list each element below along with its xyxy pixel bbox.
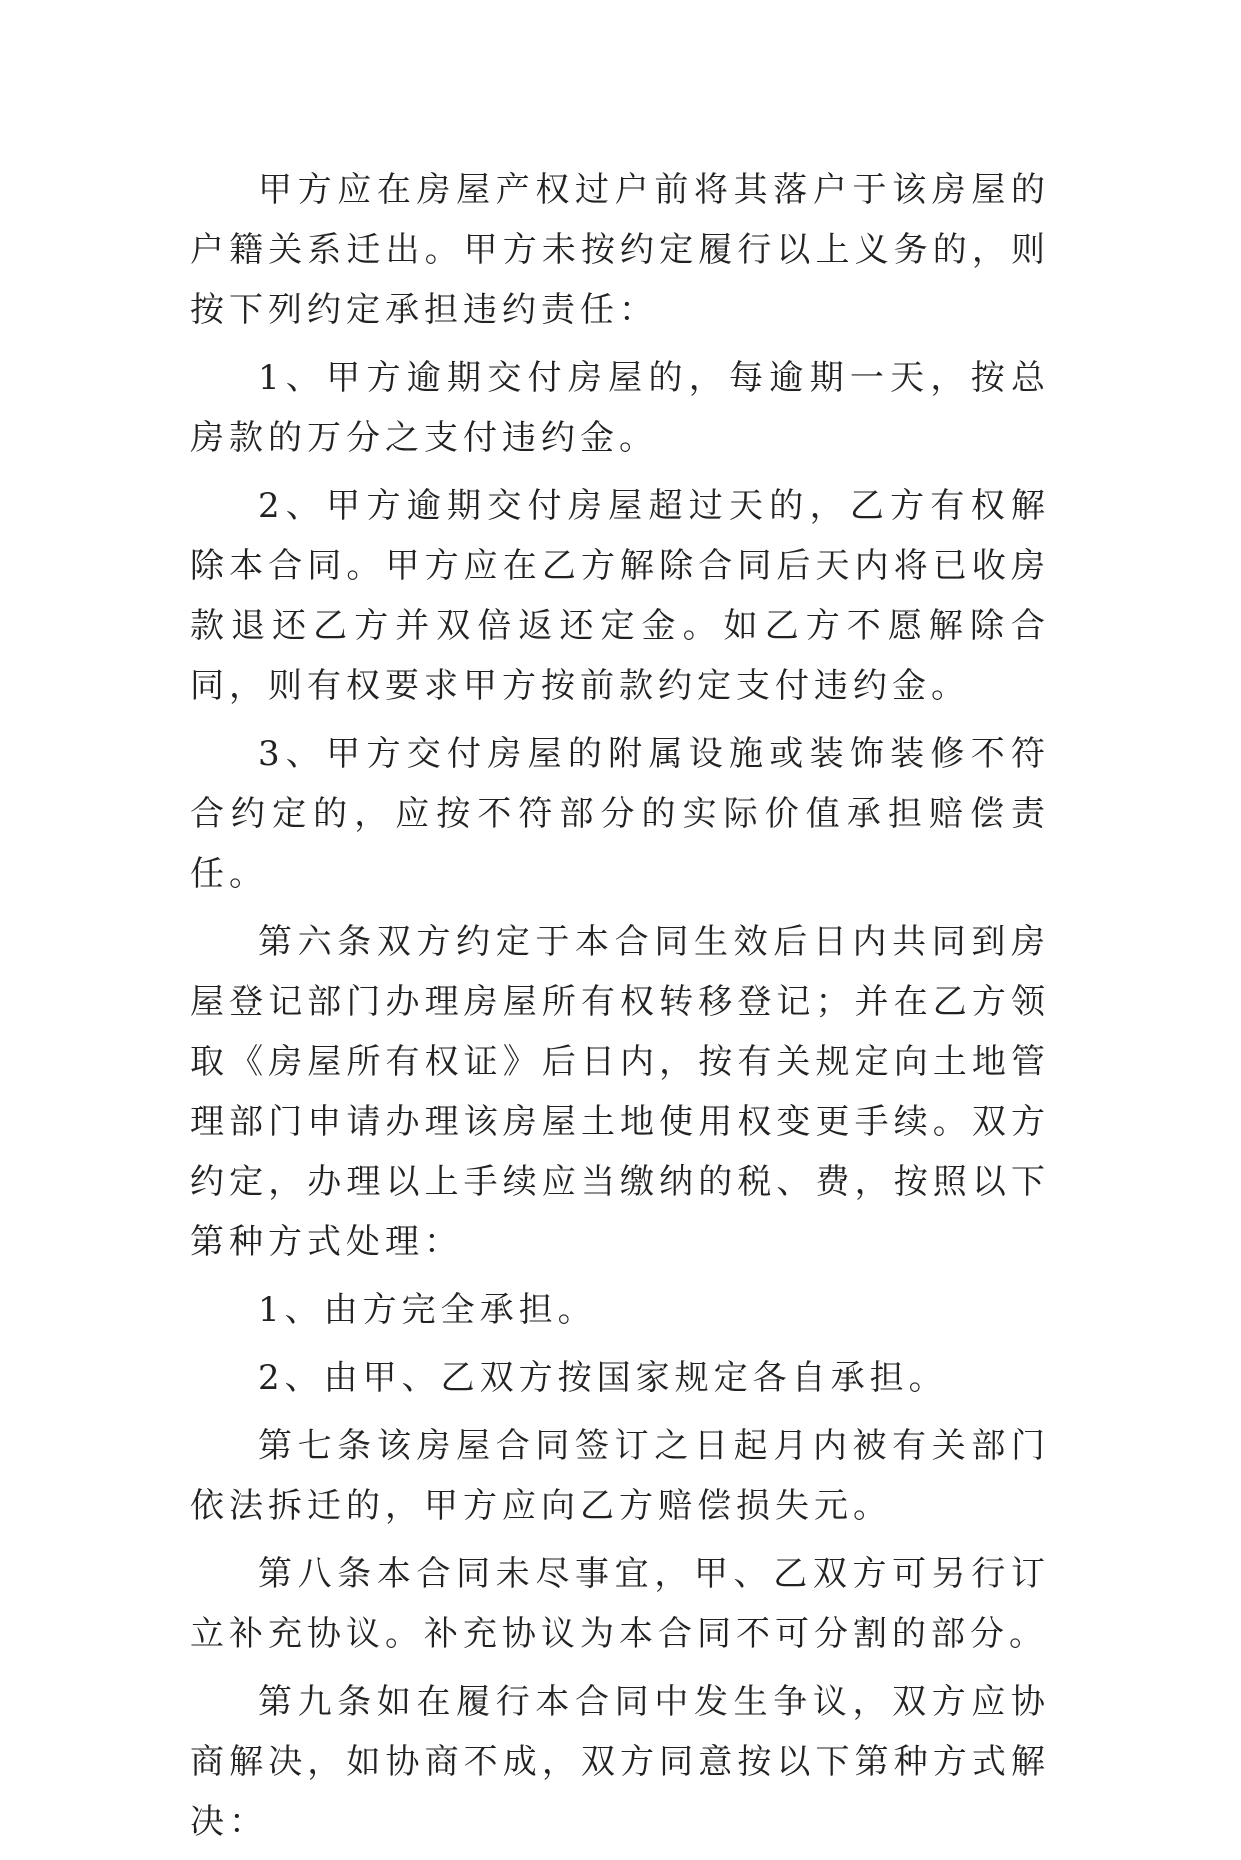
paragraph-article-6-option-2: 2、由甲、乙双方按国家规定各自承担。 [258,1358,948,1398]
paragraph-clause-3-facilities: 3、甲方交付房屋的附属设施或装饰装修不符合约定的，应按不符部分的实际价值承担赔偿责任。 [190,734,1050,894]
paragraph-article-7: 第七条该房屋合同签订之日起月内被有关部门依法拆迁的，甲方应向乙方赔偿损失元。 [190,1426,1050,1526]
paragraph-article-6-option-1: 1、由方完全承担。 [258,1290,597,1330]
paragraph-clause-1-late-delivery: 1、甲方逾期交付房屋的，每逾期一天，按总房款的万分之支付违约金。 [190,358,1050,458]
paragraph-household-registration: 甲方应在房屋产权过户前将其落户于该房屋的户籍关系迁出。甲方未按约定履行以上义务的，则按下列约定承担违约责任： [190,170,1050,330]
paragraph-clause-2-termination: 2、甲方逾期交付房屋超过天的，乙方有权解除本合同。甲方应在乙方解除合同后天内将已收房款退还乙方并双倍返还定金。如乙方不愿解除合同，则有权要求甲方按前款约定支付违约金。 [190,486,1050,706]
paragraph-article-8: 第八条本合同未尽事宜，甲、乙双方可另行订立补充协议。补充协议为本合同不可分割的部分。 [190,1554,1050,1654]
paragraph-article-9: 第九条如在履行本合同中发生争议，双方应协商解决，如协商不成，双方同意按以下第种方式解决： [190,1682,1050,1842]
paragraph-article-6: 第六条双方约定于本合同生效后日内共同到房屋登记部门办理房屋所有权转移登记；并在乙方领取《房屋所有权证》后日内，按有关规定向土地管理部门申请办理该房屋土地使用权变更手续。双方约定，办理以上手续应当缴纳的税、费，按照以下第种方式处理： [190,922,1050,1262]
document-body [190,160,1050,1860]
